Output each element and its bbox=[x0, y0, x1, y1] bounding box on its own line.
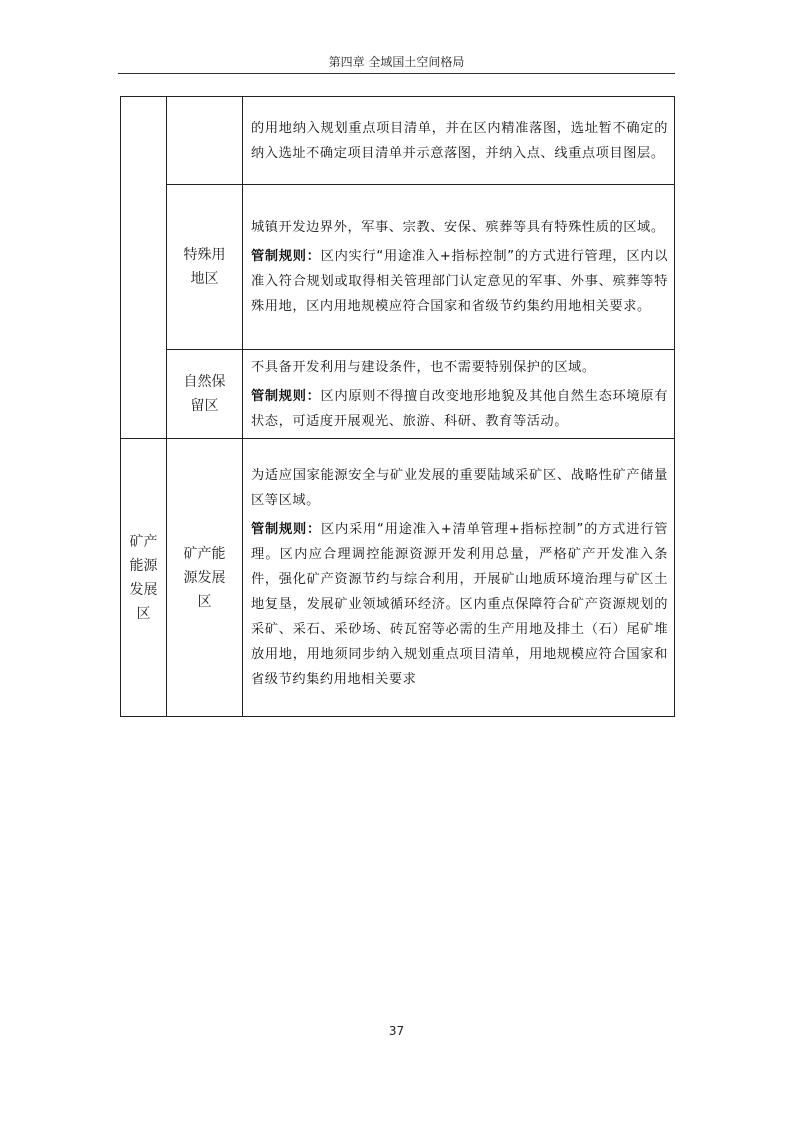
zone-description: 的用地纳入规划重点项目清单，并在区内精准落图，选址暂不确定的纳入选址不确定项目清单并示意落图，并纳入点、线重点项目图层。 bbox=[251, 120, 668, 161]
header-rule bbox=[118, 73, 675, 74]
page-number: 37 bbox=[388, 1024, 405, 1038]
rule-label: 管制规则： bbox=[251, 388, 321, 404]
table-row bbox=[121, 185, 675, 350]
zone-name-line: 矿产能 bbox=[183, 545, 226, 562]
control-rule bbox=[251, 384, 668, 434]
description-cell bbox=[243, 97, 675, 185]
control-rule bbox=[251, 244, 668, 319]
category-cell bbox=[121, 97, 167, 439]
control-rule bbox=[251, 517, 668, 692]
zone-cell bbox=[167, 97, 243, 185]
category-name-line: 矿产 bbox=[129, 533, 158, 550]
zone-description: 城镇开发边界外，军事、宗教、安保、殡葬等具有特殊性质的区域。 bbox=[251, 220, 665, 235]
rule-text: 区内采用“用途准入+清单管理+指标控制”的方式进行管理。区内应合理调控能源资源开发利用总量，严格矿产开发准入条件，强化矿产资源节约与综合利用，开展矿山地质环境治理与矿区土地复垦，发展矿业领域循环经济。区内重点保障符合矿产资源规划的采矿、采石、采砂场、砖瓦窑等必需的生产用地及排土（石）尾矿堆放用地，用地须同步纳入规划重点项目清单，用地规模应符合国家和省级节约集约用地相关要求 bbox=[251, 522, 668, 687]
description-cell bbox=[243, 185, 675, 350]
category-name-line: 能源 bbox=[129, 557, 158, 574]
description-cell bbox=[243, 439, 675, 717]
table-row bbox=[121, 350, 675, 439]
zone-cell bbox=[167, 439, 243, 717]
zone-name-line: 地区 bbox=[190, 271, 219, 287]
rule-text: 区内实行“用途准入+指标控制”的方式进行管理，区内以准入符合规划或取得相关管理部门认定意见的军事、外事、殡葬等特殊用地，区内用地规模应符合国家和省级节约集约用地相关要求。 bbox=[251, 249, 669, 314]
table-row bbox=[121, 439, 675, 717]
zone-cell bbox=[167, 350, 243, 439]
zone-name-line: 留区 bbox=[190, 398, 219, 414]
rule-text: 区内原则不得擅自改变地形地貌及其他自然生态环境原有状态，可适度开展观光、旅游、科研、教育等活动。 bbox=[251, 388, 669, 429]
rule-label: 管制规则： bbox=[251, 249, 321, 264]
category-cell bbox=[121, 439, 167, 717]
category-name-line: 区 bbox=[136, 605, 151, 622]
zoning-control-table bbox=[120, 96, 675, 717]
zone-description: 为适应国家能源安全与矿业发展的重要陆域采矿区、战略性矿产储量区等区域。 bbox=[251, 468, 668, 508]
zone-cell bbox=[167, 185, 243, 350]
rule-label: 管制规则： bbox=[251, 522, 322, 537]
running-header: 第四章 全域国土空间格局 bbox=[328, 55, 465, 69]
zone-name-line: 区 bbox=[197, 593, 212, 610]
category-name-line: 发展 bbox=[129, 581, 158, 598]
zone-description: 不具备开发利用与建设条件，也不需要特别保护的区域。 bbox=[251, 359, 596, 375]
table-row bbox=[121, 97, 675, 185]
zone-name-line: 自然保 bbox=[183, 374, 226, 390]
zone-name-line: 源发展 bbox=[183, 569, 226, 586]
zone-name-line: 特殊用 bbox=[183, 247, 226, 263]
description-cell bbox=[243, 350, 675, 439]
